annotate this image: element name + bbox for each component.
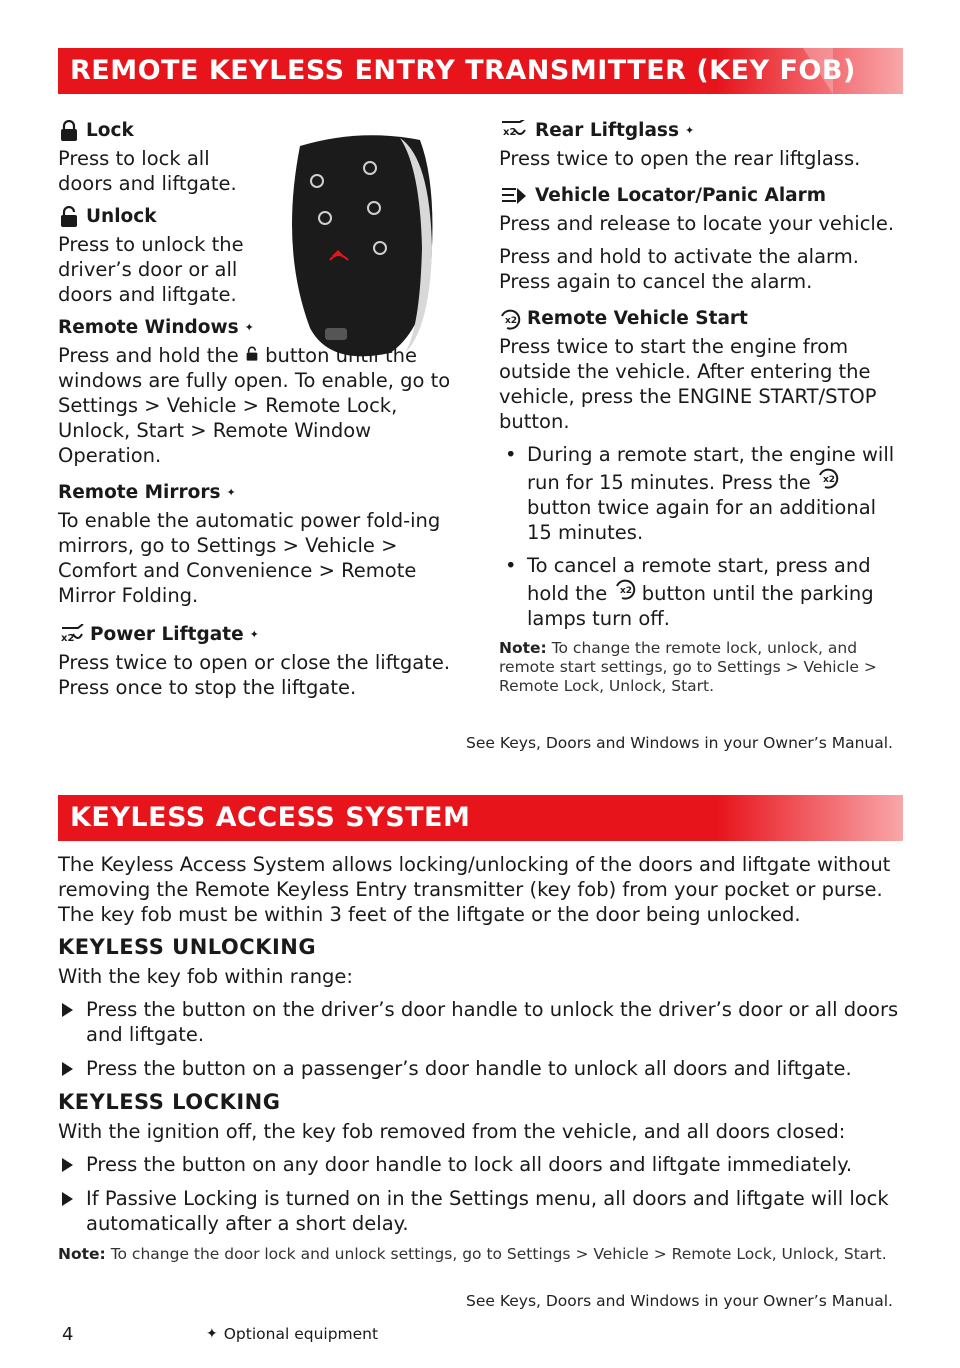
list-item: Press the button on a passenger’s door handle to unlock all doors and liftgate. — [58, 1056, 903, 1081]
liftgate-x2-icon — [58, 624, 84, 646]
section-title: REMOTE KEYLESS ENTRY TRANSMITTER (KEY FOB) — [70, 55, 856, 86]
keyless-note: Note: To change the door lock and unlock settings, go to Settings > Vehicle > Remote Lock, Unlock, Start. — [58, 1245, 887, 1263]
remote-windows-heading: Remote Windows ✦ — [58, 317, 254, 338]
rear-liftglass-text: Press twice to open the rear liftglass. — [499, 147, 861, 170]
right-column — [499, 118, 899, 704]
optional-marker: ✦ — [206, 1326, 218, 1342]
list-item: • During a remote start, the engine will run for 15 minutes. Press the x2 button twice again for an additional 15 minutes. — [499, 442, 899, 545]
power-liftgate-text2: Press once to stop the liftgate. — [58, 676, 357, 699]
lock-icon — [58, 120, 80, 142]
unlock-icon — [245, 345, 259, 363]
list-item: • To cancel a remote start, press and hold the x2 button until the parking lamps turn off. — [499, 553, 899, 631]
unlock-heading: Unlock — [58, 204, 453, 229]
remote-start-heading: x2 Remote Vehicle Start — [499, 306, 899, 331]
lock-text: Press to lock all doors and liftgate. — [58, 147, 237, 195]
keyless-unlocking-intro: With the key fob within range: — [58, 965, 353, 988]
svg-text:x2: x2 — [61, 632, 75, 644]
rear-liftglass-heading: x2 Rear Liftglass ✦ — [499, 118, 899, 143]
page-number: 4 — [62, 1324, 74, 1345]
locator-text1: Press and release to locate your vehicle. — [499, 212, 895, 235]
optional-marker: ✦ — [249, 628, 259, 641]
liftglass-x2-icon — [499, 120, 529, 142]
list-item: Press the button on any door handle to lock all doors and liftgate immediately. — [58, 1152, 903, 1177]
remote-windows-text: Press and hold the button until the windows are fully open. To enable, go to Settings > Vehicle > Remote Lock, Unlock, Start > Remote Window Operation. — [58, 344, 451, 467]
power-liftgate-text1: Press twice to open or close the liftgate. — [58, 651, 451, 674]
locator-text2: Press and hold to activate the alarm. Press again to cancel the alarm. — [499, 245, 859, 293]
svg-text:x2: x2 — [619, 586, 632, 596]
list-item: If Passive Locking is turned on in the Settings menu, all doors and liftgate will lock automatically after a short delay. — [58, 1186, 903, 1236]
keyless-unlocking-list — [58, 997, 903, 1081]
svg-text:x2: x2 — [823, 475, 836, 485]
remote-start-icon — [614, 578, 636, 600]
arrow-icon — [62, 1158, 73, 1172]
svg-text:x2: x2 — [503, 126, 517, 138]
optional-marker: ✦ — [244, 321, 254, 334]
remote-note: Note: To change the remote lock, unlock, and remote start settings, go to Settings > Vehicle > Remote Lock, Unlock, Start. — [499, 639, 877, 695]
see-manual-reference: See Keys, Doors and Windows in your Owner’s Manual. — [466, 734, 893, 752]
section-title: KEYLESS ACCESS SYSTEM — [70, 802, 471, 833]
arrow-icon — [62, 1192, 73, 1206]
see-manual-reference-2: See Keys, Doors and Windows in your Owner’s Manual. — [466, 1292, 893, 1310]
svg-text:x2: x2 — [505, 315, 518, 326]
remote-start-icon — [499, 308, 521, 330]
vehicle-locator-icon — [499, 185, 529, 207]
list-item: Press the button on the driver’s door handle to unlock the driver’s door or all doors and liftgate. — [58, 997, 903, 1047]
keyless-locking-list — [58, 1152, 903, 1236]
keyless-locking-title: KEYLESS LOCKING — [58, 1090, 281, 1114]
optional-marker: ✦ — [684, 124, 695, 137]
optional-equipment-legend: ✦ Optional equipment — [206, 1325, 379, 1343]
arrow-icon — [62, 1003, 73, 1017]
keyless-intro: The Keyless Access System allows locking/unlocking of the doors and liftgate without removing the Remote Keyless Entry transmitter (key fob) from your pocket or purse. The key fob must be within 3 feet of the liftgate or the door being unlocked. — [58, 853, 891, 926]
section-banner-remote-keyless — [58, 48, 903, 94]
remote-start-bullets — [499, 442, 899, 631]
remote-mirrors-text: To enable the automatic power fold-ing mirrors, go to Settings > Vehicle > Comfort and Convenience > Remote Mirror Folding. — [58, 509, 441, 607]
left-column — [58, 118, 453, 708]
unlock-icon — [58, 206, 80, 228]
unlock-text: Press to unlock the driver’s door or all doors and liftgate. — [58, 233, 244, 306]
power-liftgate-heading: x2 Power Liftgate ✦ — [58, 622, 453, 647]
lock-heading: Lock — [58, 118, 453, 143]
optional-marker: ✦ — [226, 486, 236, 499]
remote-start-text: Press twice to start the engine from outside the vehicle. After entering the vehicle, press the ENGINE START/STOP button. — [499, 335, 877, 433]
locator-heading: Vehicle Locator/Panic Alarm — [499, 183, 899, 208]
remote-start-icon — [817, 467, 839, 489]
remote-mirrors-heading: Remote Mirrors ✦ — [58, 482, 236, 503]
keyless-locking-intro: With the ignition off, the key fob removed from the vehicle, and all doors closed: — [58, 1120, 846, 1143]
arrow-icon — [62, 1062, 73, 1076]
keyless-unlocking-title: KEYLESS UNLOCKING — [58, 935, 317, 959]
keyless-section — [58, 852, 903, 1272]
section-banner-keyless-access — [58, 795, 903, 841]
